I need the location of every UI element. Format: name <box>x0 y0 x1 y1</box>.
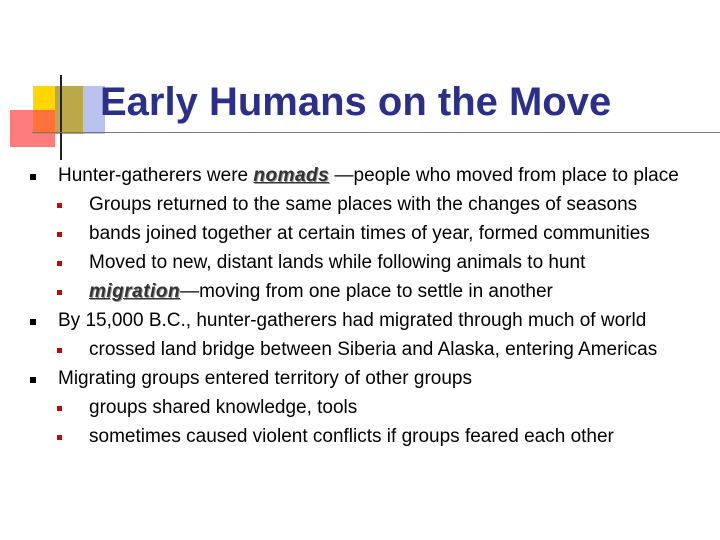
bullet-item <box>0 364 720 393</box>
key-term: nomads <box>253 165 330 186</box>
bullet-item <box>0 306 720 335</box>
sub-bullet-item <box>0 422 720 451</box>
decor-red-square <box>10 110 55 147</box>
sub-bullet-item <box>0 335 720 364</box>
red-square-bullet-icon <box>57 261 62 266</box>
red-square-bullet-icon <box>57 406 62 411</box>
decor-vertical-line <box>60 75 62 160</box>
bullet-text: Hunter-gatherers were <box>58 165 254 186</box>
sub-bullet-item <box>0 190 720 219</box>
square-bullet-icon <box>30 174 36 180</box>
slide-title: Early Humans on the Move <box>100 80 612 124</box>
sub-bullet-text: —moving from one place to settle in another <box>180 281 553 302</box>
slide-content <box>0 161 720 451</box>
red-square-bullet-icon <box>57 203 62 208</box>
square-bullet-icon <box>30 377 36 383</box>
decor-blue-square <box>55 86 105 134</box>
sub-bullet-text: Groups returned to the same places with the changes of seasons <box>89 194 638 215</box>
sub-bullet-item <box>0 393 720 422</box>
red-square-bullet-icon <box>57 348 62 353</box>
sub-bullet-item <box>0 219 720 248</box>
bullet-item <box>0 161 720 190</box>
sub-bullet-text: groups shared knowledge, tools <box>89 397 358 418</box>
sub-bullet-text: bands joined together at certain times of year, formed communities <box>89 223 650 244</box>
sub-bullet-item <box>0 277 720 306</box>
bullet-text: Migrating groups entered territory of other groups <box>58 368 472 389</box>
sub-bullet-text: Moved to new, distant lands while following animals to hunt <box>89 252 586 273</box>
sub-bullet-text: sometimes caused violent conflicts if groups feared each other <box>89 426 614 447</box>
bullet-text: —people who moved from place to place <box>329 165 679 186</box>
title-divider <box>32 132 720 133</box>
bullet-text: By 15,000 B.C., hunter-gatherers had migrated through much of world <box>58 310 647 331</box>
sub-bullet-item <box>0 248 720 277</box>
red-square-bullet-icon <box>57 435 62 440</box>
square-bullet-icon <box>30 319 36 325</box>
key-term: migration <box>89 281 181 302</box>
sub-bullet-text: crossed land bridge between Siberia and Alaska, entering Americas <box>89 339 658 360</box>
red-square-bullet-icon <box>57 232 62 237</box>
red-square-bullet-icon <box>57 290 62 295</box>
